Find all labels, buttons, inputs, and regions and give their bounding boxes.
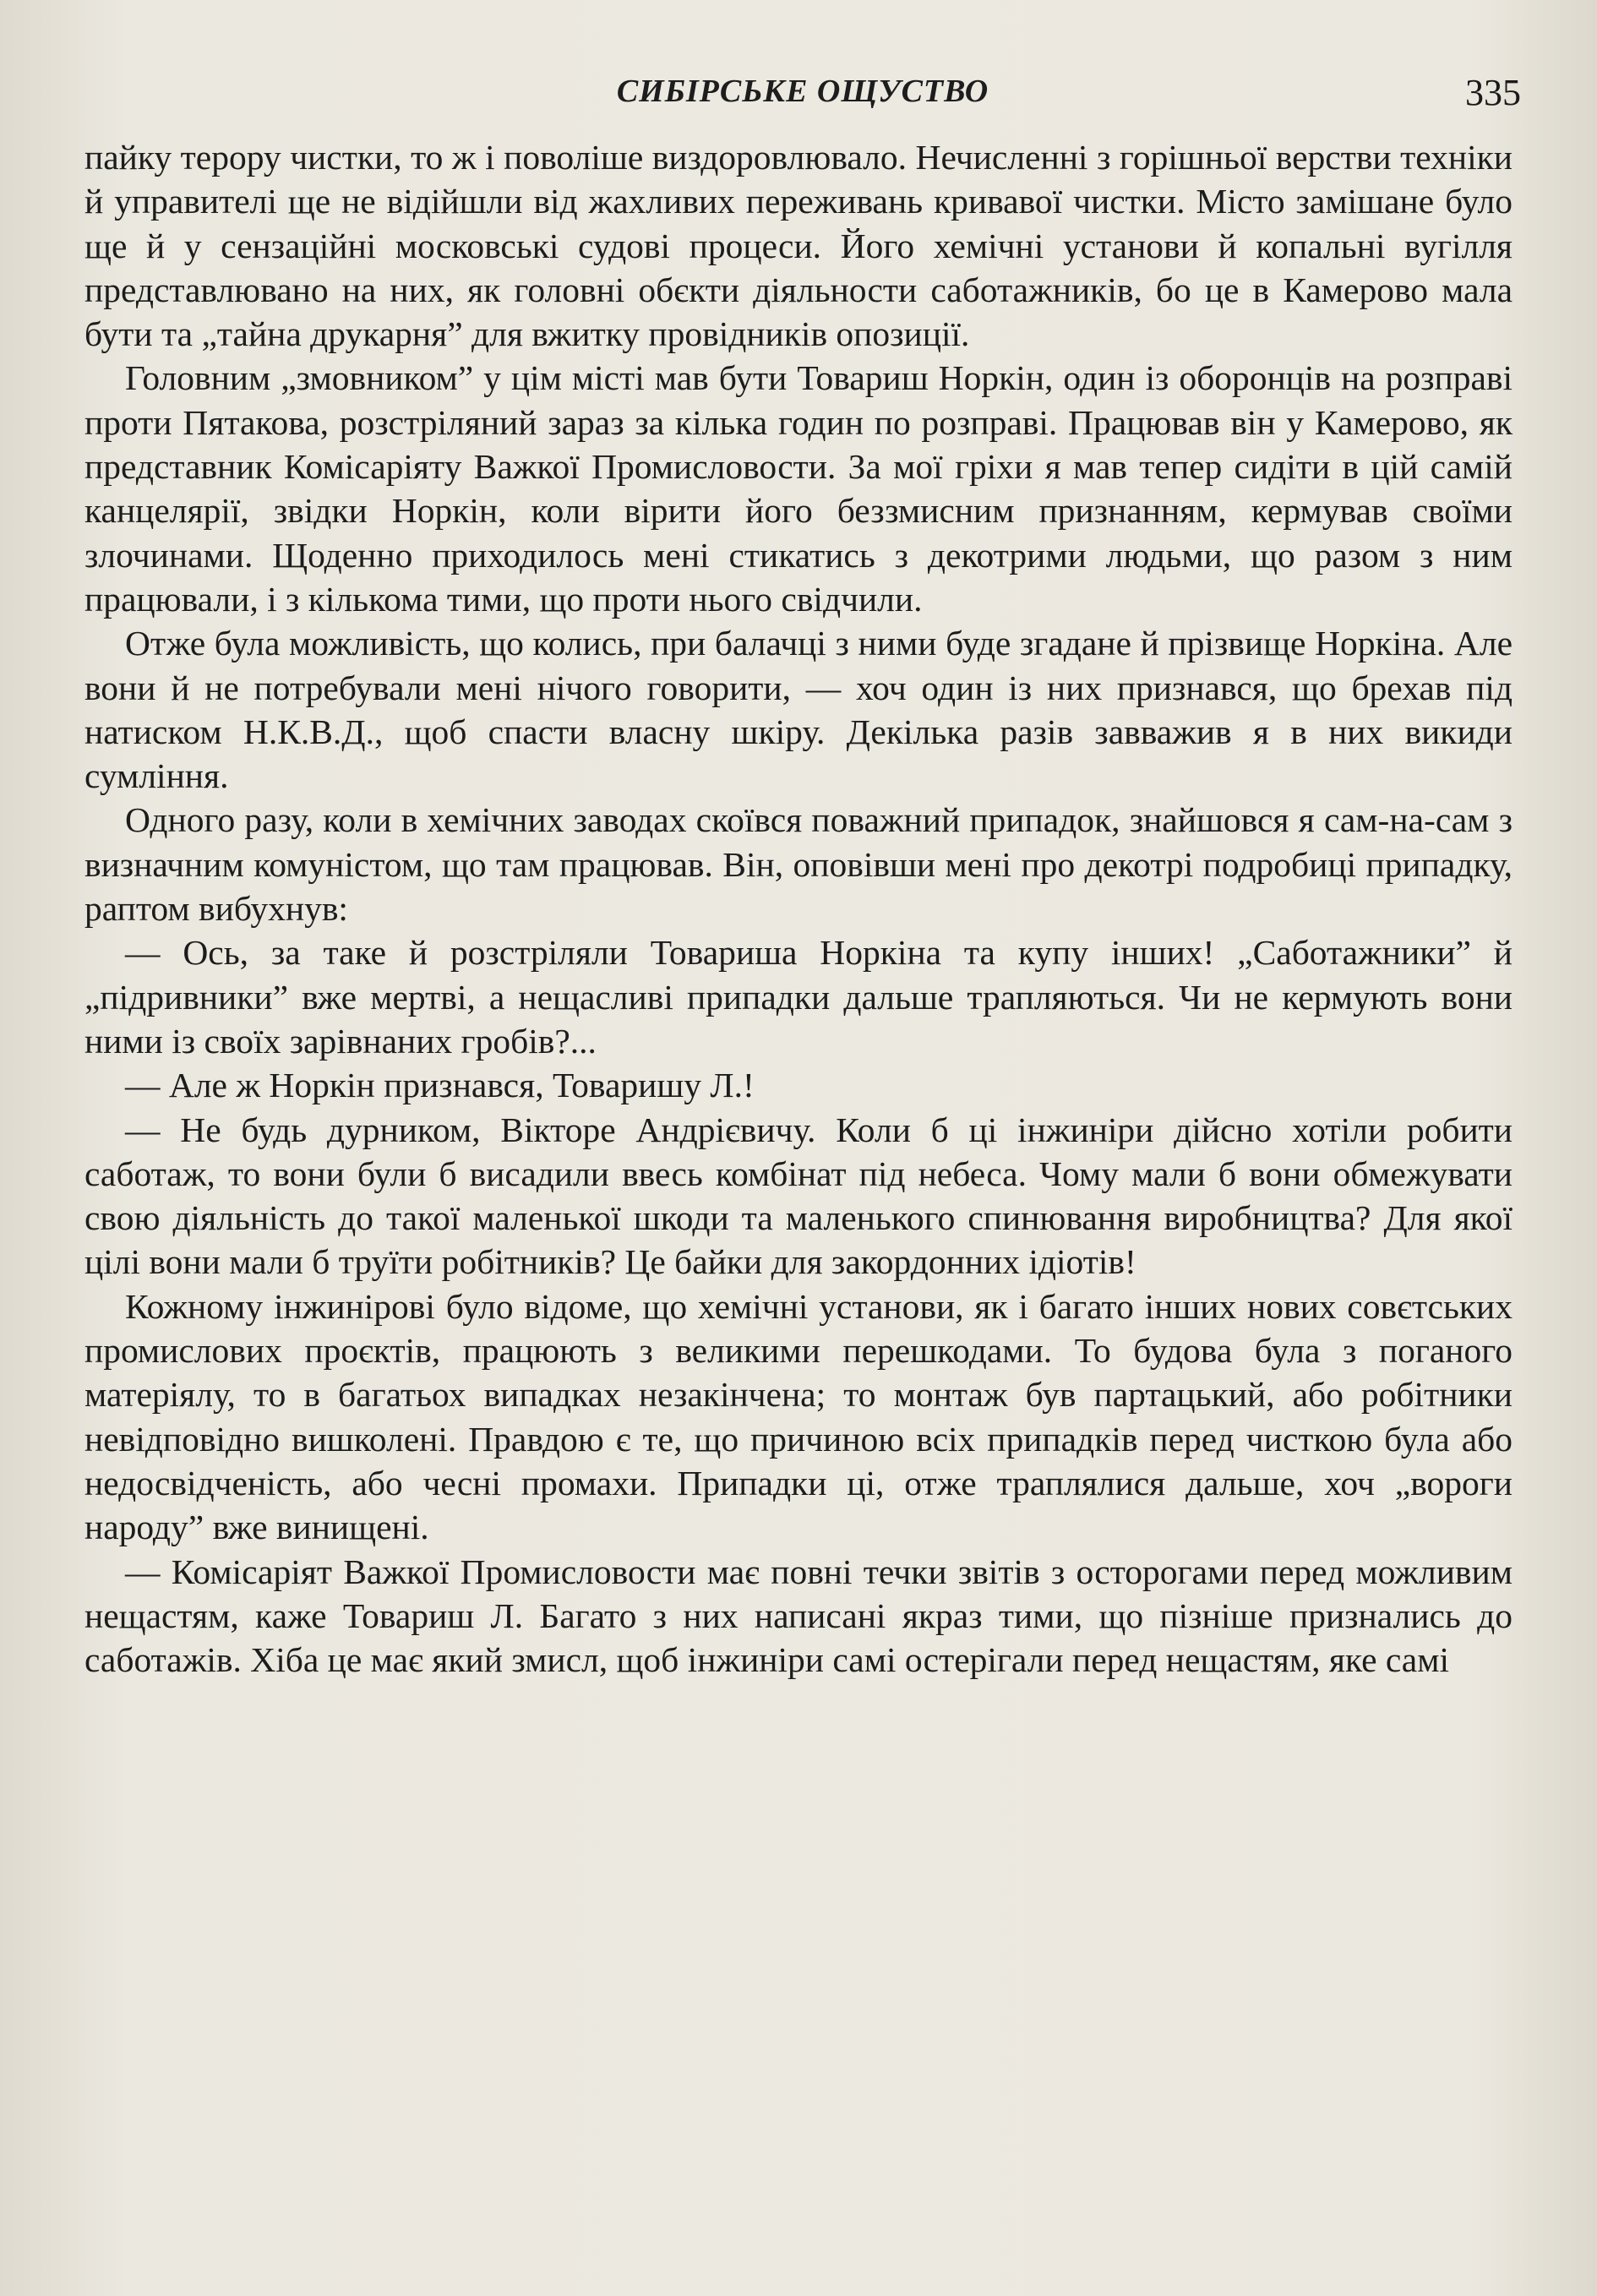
dialogue-paragraph: — Комісаріят Важкої Промисловости має повні течки звітів з осторогами перед можливим нещастям, каже Товариш Л. Багато з них написані якраз тими, що пізніше признались до саботажів. Хіба це має який змисл, щоб інжиніри самі остерігали перед нещастям, яке самі bbox=[84, 1552, 1513, 1680]
paragraph: Головним „змовником” у цім місті мав бути Товариш Норкін, один із оборонців на розправі проти Пятакова, розстріляний зараз за кілька годин по розправі. Працював він у Камерово, як представник Комісаріяту Важкої Промисловости. За мої гріхи я мав тепер сидіти в цій самій канцелярії, звідки Норкін, коли вірити його беззмисним признанням, кермував своїми злочинами. Щоденно приходилось мені стикатись з декотрими людьми, що разом з ним працювали, і з кількома тими, що проти нього свідчили. bbox=[84, 358, 1513, 619]
paragraph: пайку терору чистки, то ж і поволіше виздоровлювало. Нечисленні з горішньої верстви техніки й управителі ще не відійшли від жахливих переживань кривавої чистки. Місто замішане було ще й у сензаційні московські судові процеси. Його хемічні установи й копальні вугілля представлювано на них, як головні обєкти діяльности саботажників, бо це в Камерово мала бути та „тайна друкарня” для вжитку провідників опозиції. bbox=[84, 138, 1513, 354]
page-header bbox=[84, 66, 1521, 125]
dialogue-paragraph: — Але ж Норкін признався, Товаришу Л.! bbox=[125, 1066, 755, 1105]
dialogue-paragraph: — Не будь дурником, Вікторе Андрієвичу. Коли б ці інжиніри дійсно хотіли робити саботаж, то вони були б висадили ввесь комбінат під небеса. Чому мали б вони обмежувати свою діяльність до такої маленької шкоди та маленького спинювання виробництва? Для якої цілі вони мали б труїти робітників? Це байки для закордонних ідіотів! bbox=[84, 1110, 1513, 1282]
paragraph: Отже була можливість, що колись, при балачці з ними буде згадане й прізвище Норкіна. Але вони й не потребували мені нічого говорити, — хоч один із них признався, що брехав під натиском Н.К.В.Д., щоб спасти власну шкіру. Декілька разів завважив я в них викиди сумління. bbox=[84, 624, 1513, 796]
paragraph: Кожному інжинірові було відоме, що хемічні установи, як і багато інших нових совєтських промислових проєктів, працюють з великими перешкодами. То будова була з поганого матеріялу, то в багатьох випадках незакінчена; то монтаж був партацький, або робітники невідповідно вишколені. Правдою є те, що причиною всіх припадків перед чисткою була або недосвідченість, або чесні промахи. Припадки ці, отже траплялися дальше, хоч „вороги народу” вже винищені. bbox=[84, 1286, 1513, 1547]
body-text bbox=[84, 135, 1513, 1682]
running-title: СИБІРСЬКЕ ОЩУСТВО bbox=[616, 74, 989, 109]
paragraph: Одного разу, коли в хемічних заводах скоївся поважний припадок, знайшовся я сам-на-сам з визначним комуністом, що там працював. Він, оповівши мені про декотрі подробиці припадку, раптом вибухнув: bbox=[84, 800, 1513, 929]
page-number: 335 bbox=[1465, 72, 1521, 113]
dialogue-paragraph: — Ось, за таке й розстріляли Товариша Норкіна та купу інших! „Саботажники” й „підривники” вже мертві, а нещасливі припадки дальше трапляються. Чи не кермують вони ними із своїх зарівнаних гробів?... bbox=[84, 933, 1513, 1061]
